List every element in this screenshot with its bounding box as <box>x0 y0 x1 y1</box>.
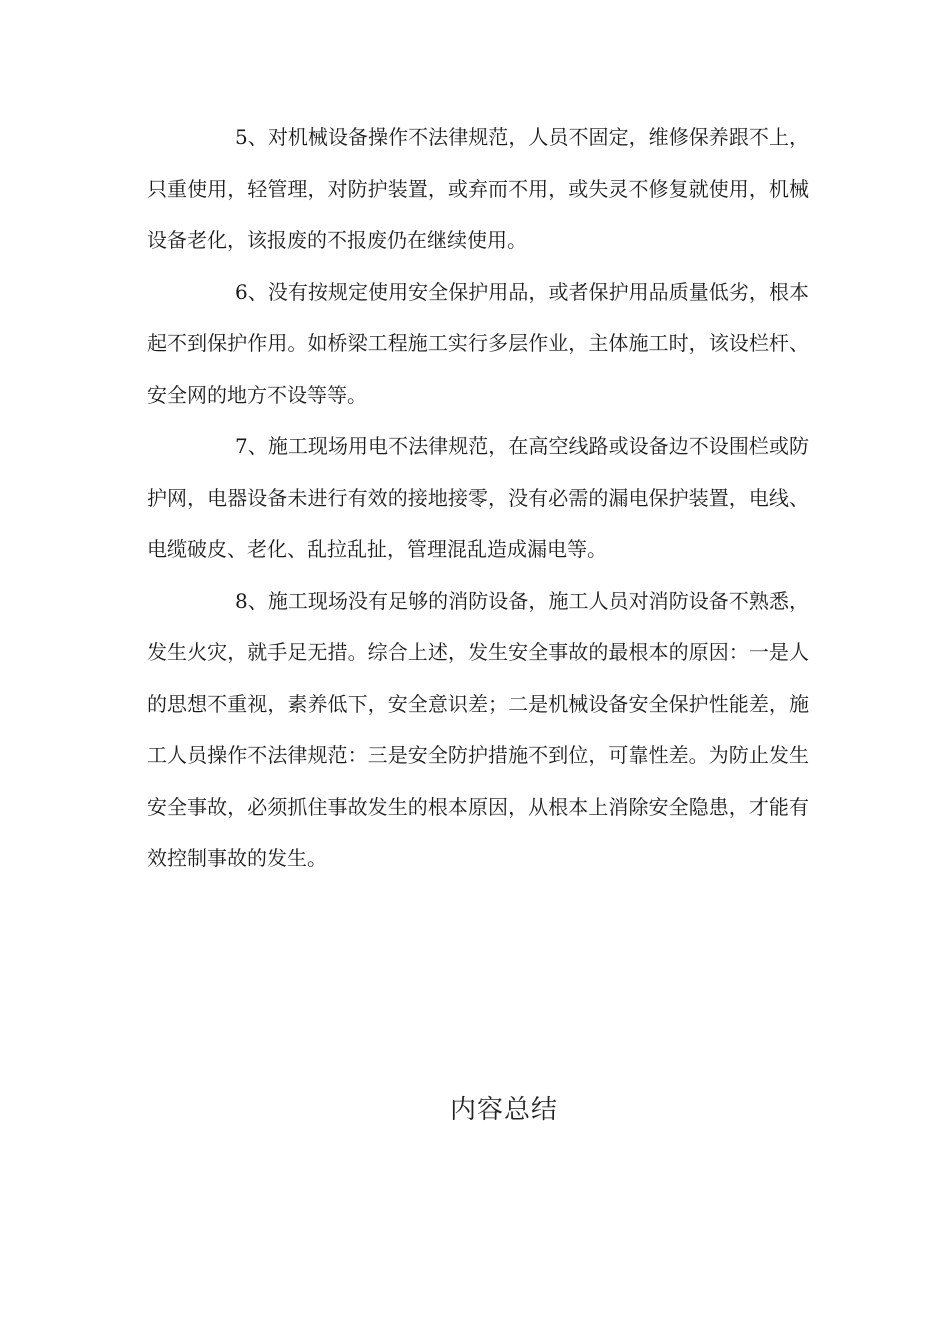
paragraph-item-7: 7、施工现场用电不法律规范，在高空线路或设备边不设围栏或防护网，电器设备未进行有效的接地接零，没有必需的漏电保护装置，电线、电缆破皮、老化、乱拉乱扯，管理混乱造成漏电等。 <box>147 434 809 561</box>
paragraph-item-5: 5、对机械设备操作不法律规范，人员不固定，维修保养跟不上，只重使用，轻管理，对防护装置，或弃而不用，或失灵不修复就使用，机械设备老化，该报废的不报废仍在继续使用。 <box>147 125 809 252</box>
document-body <box>147 112 809 885</box>
content-summary-heading: 内容总结 <box>449 1095 558 1125</box>
paragraph-item-8: 8、施工现场没有足够的消防设备，施工人员对消防设备不熟悉，发生火灾，就手足无措。综合上述，发生安全事故的最根本的原因：一是人的思想不重视，素养低下，安全意识差；二是机械设备安全保护性能差，施工人员操作不法律规范：三是安全防护措施不到位，可靠性差。为防止发生安全事故，必须抓住事故发生的根本原因，从根本上消除安全隐患，才能有效控制事故的发生。 <box>147 588 809 870</box>
paragraph-item-6: 6、没有按规定使用安全保护用品，或者保护用品质量低劣，根本起不到保护作用。如桥梁工程施工实行多层作业，主体施工时，该设栏杆、安全网的地方不设等等。 <box>147 279 809 407</box>
